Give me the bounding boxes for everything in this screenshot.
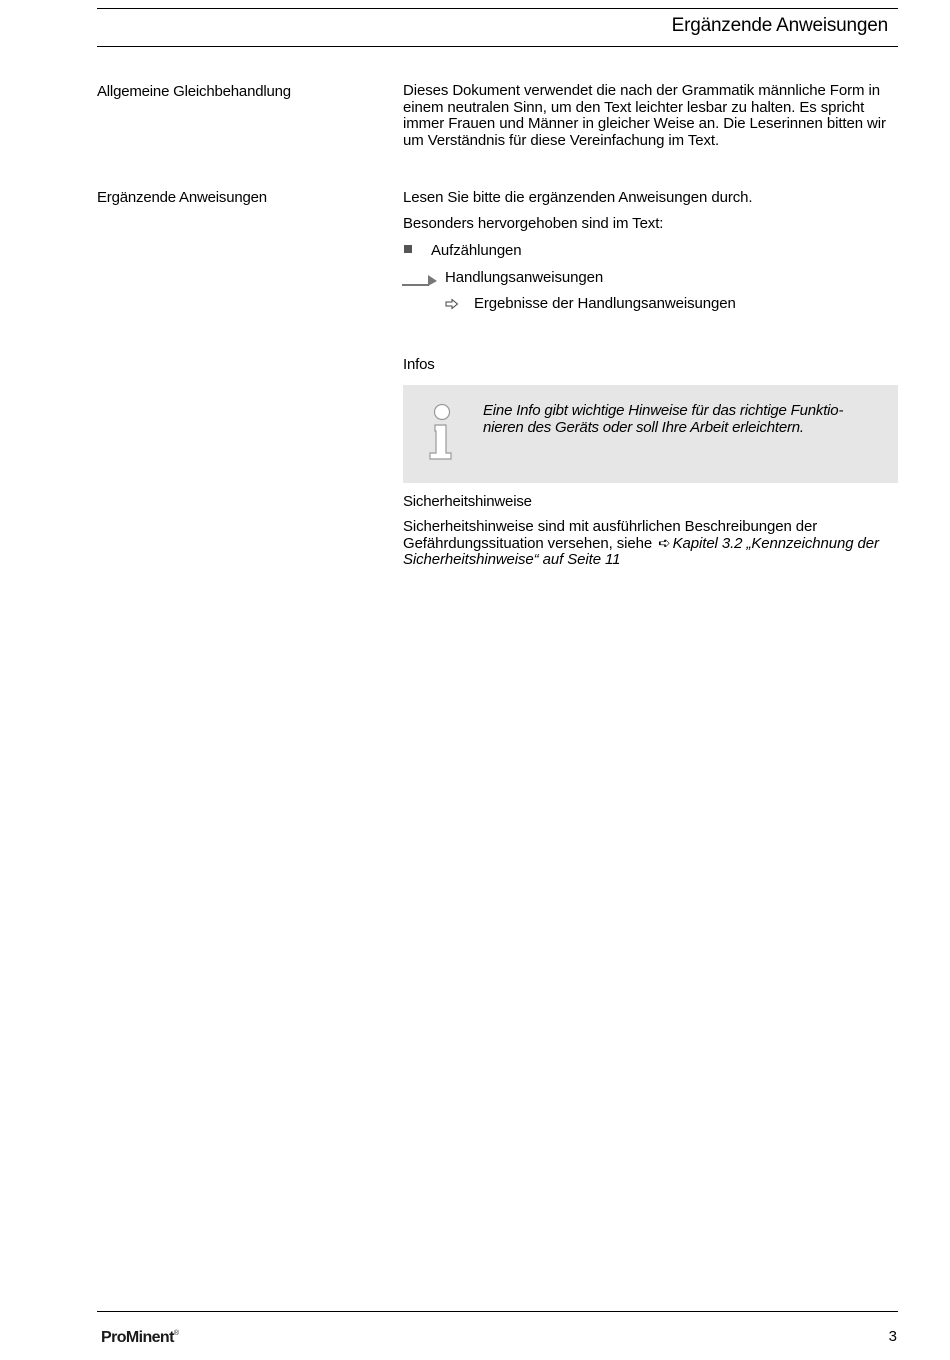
page-header-title: Ergänzende Anweisungen [671, 15, 888, 36]
action-item-example: Handlungsanweisungen [445, 269, 604, 286]
action-arrow-icon [402, 273, 438, 287]
info-box [403, 385, 898, 483]
chapter-reference-link[interactable]: Kapitel 3.2 „Kennzeichnung der Sicherheitshinweise“ auf Seite 11 [403, 534, 879, 568]
prominent-logo [101, 1329, 178, 1347]
registered-mark: ® [173, 1330, 179, 1337]
instructions-intro: Lesen Sie bitte die ergänzenden Anweisungen durch. [403, 189, 753, 206]
logo-text: ProMinent [101, 1329, 174, 1346]
header-bottom-rule [97, 46, 898, 47]
page-number: 3 [888, 1328, 897, 1345]
equality-paragraph: Dieses Dokument verwendet die nach der Grammatik männliche Form in einem neutralen Sinn, um den Text leichter lesbar zu halten. Es spricht immer Frauen und Männer in gleicher Weise an. Die Leserinnen bitten wir um Verständnis für diese Vereinfachung im Text. [403, 82, 886, 149]
section-label-instructions: Ergänzende Anweisungen [97, 189, 267, 206]
safety-paragraph [403, 519, 898, 569]
reference-arrow-icon: ➪ [658, 534, 671, 552]
result-arrow-icon [445, 298, 459, 310]
section-label-equality: Allgemeine Gleichbehandlung [97, 83, 291, 100]
infos-heading: Infos [403, 356, 435, 373]
safety-heading: Sicherheitshinweise [403, 493, 532, 510]
instructions-highlighted: Besonders hervorgehoben sind im Text: [403, 215, 664, 232]
info-text-line-1: Eine Info gibt wichtige Hinweise für das richtige Funktio- [483, 402, 844, 419]
info-icon [425, 403, 459, 461]
list-item-example: Aufzählungen [431, 242, 522, 259]
result-item-example: Ergebnisse der Handlungsanweisungen [474, 295, 736, 312]
header-top-rule [97, 8, 898, 9]
safety-text: Sicherheitshinweise sind mit ausführlichen Beschreibungen der Gefährdungssituation versehen, siehe [403, 518, 818, 552]
bullet-square-icon [404, 245, 412, 253]
info-text [483, 402, 878, 436]
footer-rule [97, 1311, 898, 1312]
info-text-line-2: nieren des Geräts oder soll Ihre Arbeit erleichtern. [483, 419, 804, 436]
